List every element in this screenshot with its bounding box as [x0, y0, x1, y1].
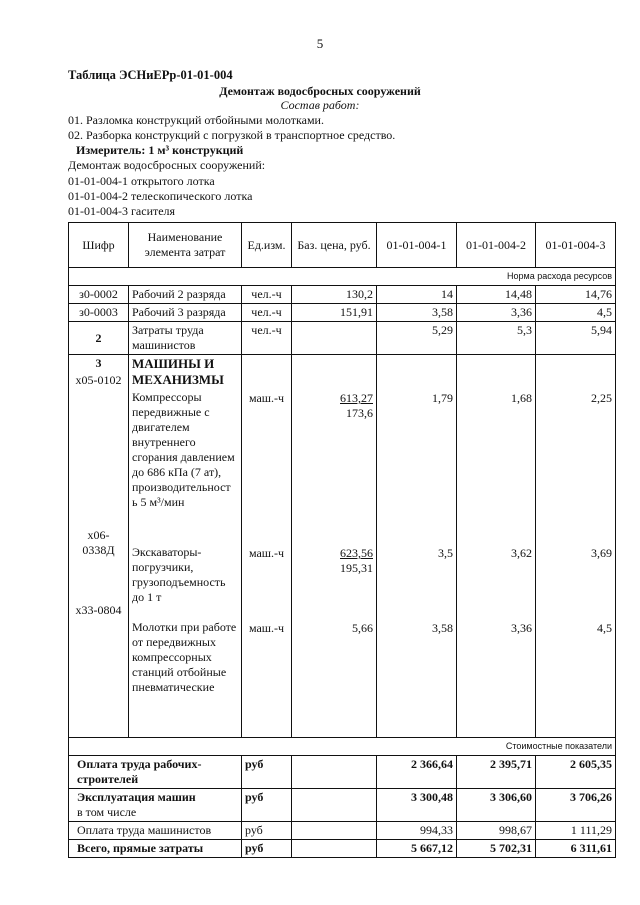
work-item-1: 01. Разломка конструкций отбойными молотками.	[68, 113, 324, 127]
table-row	[69, 286, 616, 304]
table-id: Таблица ЭСНиЕРр-01-01-004	[68, 68, 233, 82]
row-price-secondary: 173,6	[346, 406, 373, 420]
dismantling-title: Демонтаж водосбросных сооружений:	[68, 158, 266, 172]
table-header-row	[69, 223, 616, 268]
work-composition-title: Состав работ:	[280, 98, 360, 112]
row-unit: чел.-ч	[242, 286, 292, 304]
row-value-1: 14	[377, 286, 457, 304]
row-value-3: 5,94	[536, 322, 616, 355]
table-row	[69, 322, 616, 355]
variant-3: 01-01-004-3 гасителя	[68, 204, 176, 218]
header-col-1: 01-01-004-1	[377, 223, 457, 268]
row-price: 5,66	[352, 621, 373, 635]
row-code: 2	[69, 322, 129, 355]
cost-unit: руб	[242, 840, 292, 858]
cost-value-2: 998,67	[457, 822, 536, 840]
cost-label: Стоимостные показатели	[69, 738, 616, 756]
row-value-2: 5,3	[457, 322, 536, 355]
row-value-1: 3,5	[438, 546, 453, 560]
row-unit: маш.-ч	[248, 621, 285, 635]
cost-value-1: 2 366,64	[377, 756, 457, 789]
row-code: х05-0102	[75, 373, 122, 387]
cost-value-1: 3 300,48	[377, 789, 457, 822]
header-name: Наименование элемента затрат	[129, 223, 242, 268]
cost-name: Оплата труда машинистов	[69, 822, 242, 840]
row-name: Экскаваторы-погрузчики, грузоподъемность до 1 т	[132, 545, 226, 604]
row-value-3: 3,69	[591, 546, 612, 560]
work-item-2: 02. Разборка конструкций с погрузкой в транспортное средство.	[68, 128, 396, 142]
row-value-3: 4,5	[597, 621, 612, 635]
row-value-1: 5,29	[377, 322, 457, 355]
row-price: 130,2	[292, 286, 377, 304]
cost-unit: руб	[242, 822, 292, 840]
row-value-3: 2,25	[591, 391, 612, 405]
cost-value-3: 3 706,26	[536, 789, 616, 822]
document-title: Демонтаж водосбросных сооружений	[219, 84, 421, 98]
row-name: Рабочий 3 разряда	[129, 304, 242, 322]
row-price	[292, 322, 377, 355]
variant-1: 01-01-004-1 открытого лотка	[68, 174, 215, 188]
cost-value-1: 994,33	[377, 822, 457, 840]
cost-value-3: 1 111,29	[536, 822, 616, 840]
row-value-3: 4,5	[536, 304, 616, 322]
cost-value-1: 5 667,12	[377, 840, 457, 858]
row-value-2: 1,68	[511, 391, 532, 405]
header-code: Шифр	[69, 223, 129, 268]
cost-row	[69, 822, 616, 840]
row-name: Молотки при работе от передвижных компрессорных станций отбойные пневматические	[132, 620, 237, 694]
variant-2: 01-01-004-2 телескопического лотка	[68, 189, 253, 203]
row-unit: маш.-ч	[248, 546, 285, 560]
cost-value-2: 2 395,71	[457, 756, 536, 789]
header-col-3: 01-01-004-3	[536, 223, 616, 268]
row-value-1: 3,58	[432, 621, 453, 635]
section-title: МАШИНЫ И МЕХАНИЗМЫ	[132, 356, 224, 387]
cost-value-3: 2 605,35	[536, 756, 616, 789]
cost-name: Оплата труда рабочих-строителей	[69, 756, 242, 789]
cost-subnote: в том числе	[77, 805, 137, 819]
cost-value-2: 3 306,60	[457, 789, 536, 822]
row-price-secondary: 195,31	[340, 561, 373, 575]
header-unit: Ед.изм.	[242, 223, 292, 268]
row-value-2: 3,62	[511, 546, 532, 560]
table-row	[69, 304, 616, 322]
row-code: х06-0338Д	[82, 528, 115, 557]
resource-table	[68, 222, 616, 858]
row-code: х33-0804	[75, 603, 122, 617]
row-price: 613,27	[340, 391, 373, 405]
cost-value-3: 6 311,61	[536, 840, 616, 858]
row-value-3: 14,76	[536, 286, 616, 304]
row-unit: чел.-ч	[242, 322, 292, 355]
row-name: Затраты труда машинистов	[129, 322, 242, 355]
row-value-1: 1,79	[432, 391, 453, 405]
cost-name: Эксплуатация машин	[77, 790, 196, 804]
norm-separator-row	[69, 268, 616, 286]
row-price: 623,56	[340, 546, 373, 560]
cost-row	[69, 756, 616, 789]
header-price: Баз. цена, руб.	[292, 223, 377, 268]
row-price: 151,91	[292, 304, 377, 322]
page-number: 5	[316, 36, 324, 51]
row-code: з0-0003	[69, 304, 129, 322]
measure-unit: Измеритель: 1 м³ конструкций	[76, 143, 244, 157]
cost-unit: руб	[242, 789, 292, 822]
cost-value-2: 5 702,31	[457, 840, 536, 858]
row-code: з0-0002	[69, 286, 129, 304]
row-unit: маш.-ч	[248, 391, 285, 405]
section-code: 3	[95, 356, 102, 370]
row-value-1: 3,58	[377, 304, 457, 322]
row-name: Компрессоры передвижные с двигателем внутреннего сгорания давлением до 686 кПа (7 ат), производительност ь 5 м³/мин	[132, 390, 235, 509]
row-name: Рабочий 2 разряда	[129, 286, 242, 304]
norm-label: Норма расхода ресурсов	[69, 268, 616, 286]
row-unit: чел.-ч	[242, 304, 292, 322]
cost-unit: руб	[242, 756, 292, 789]
cost-row	[69, 840, 616, 858]
machines-section	[69, 355, 616, 738]
cost-name: Всего, прямые затраты	[69, 840, 242, 858]
row-value-2: 3,36	[457, 304, 536, 322]
row-value-2: 3,36	[511, 621, 532, 635]
row-value-2: 14,48	[457, 286, 536, 304]
cost-row	[69, 789, 616, 822]
cost-separator-row	[69, 738, 616, 756]
header-col-2: 01-01-004-2	[457, 223, 536, 268]
